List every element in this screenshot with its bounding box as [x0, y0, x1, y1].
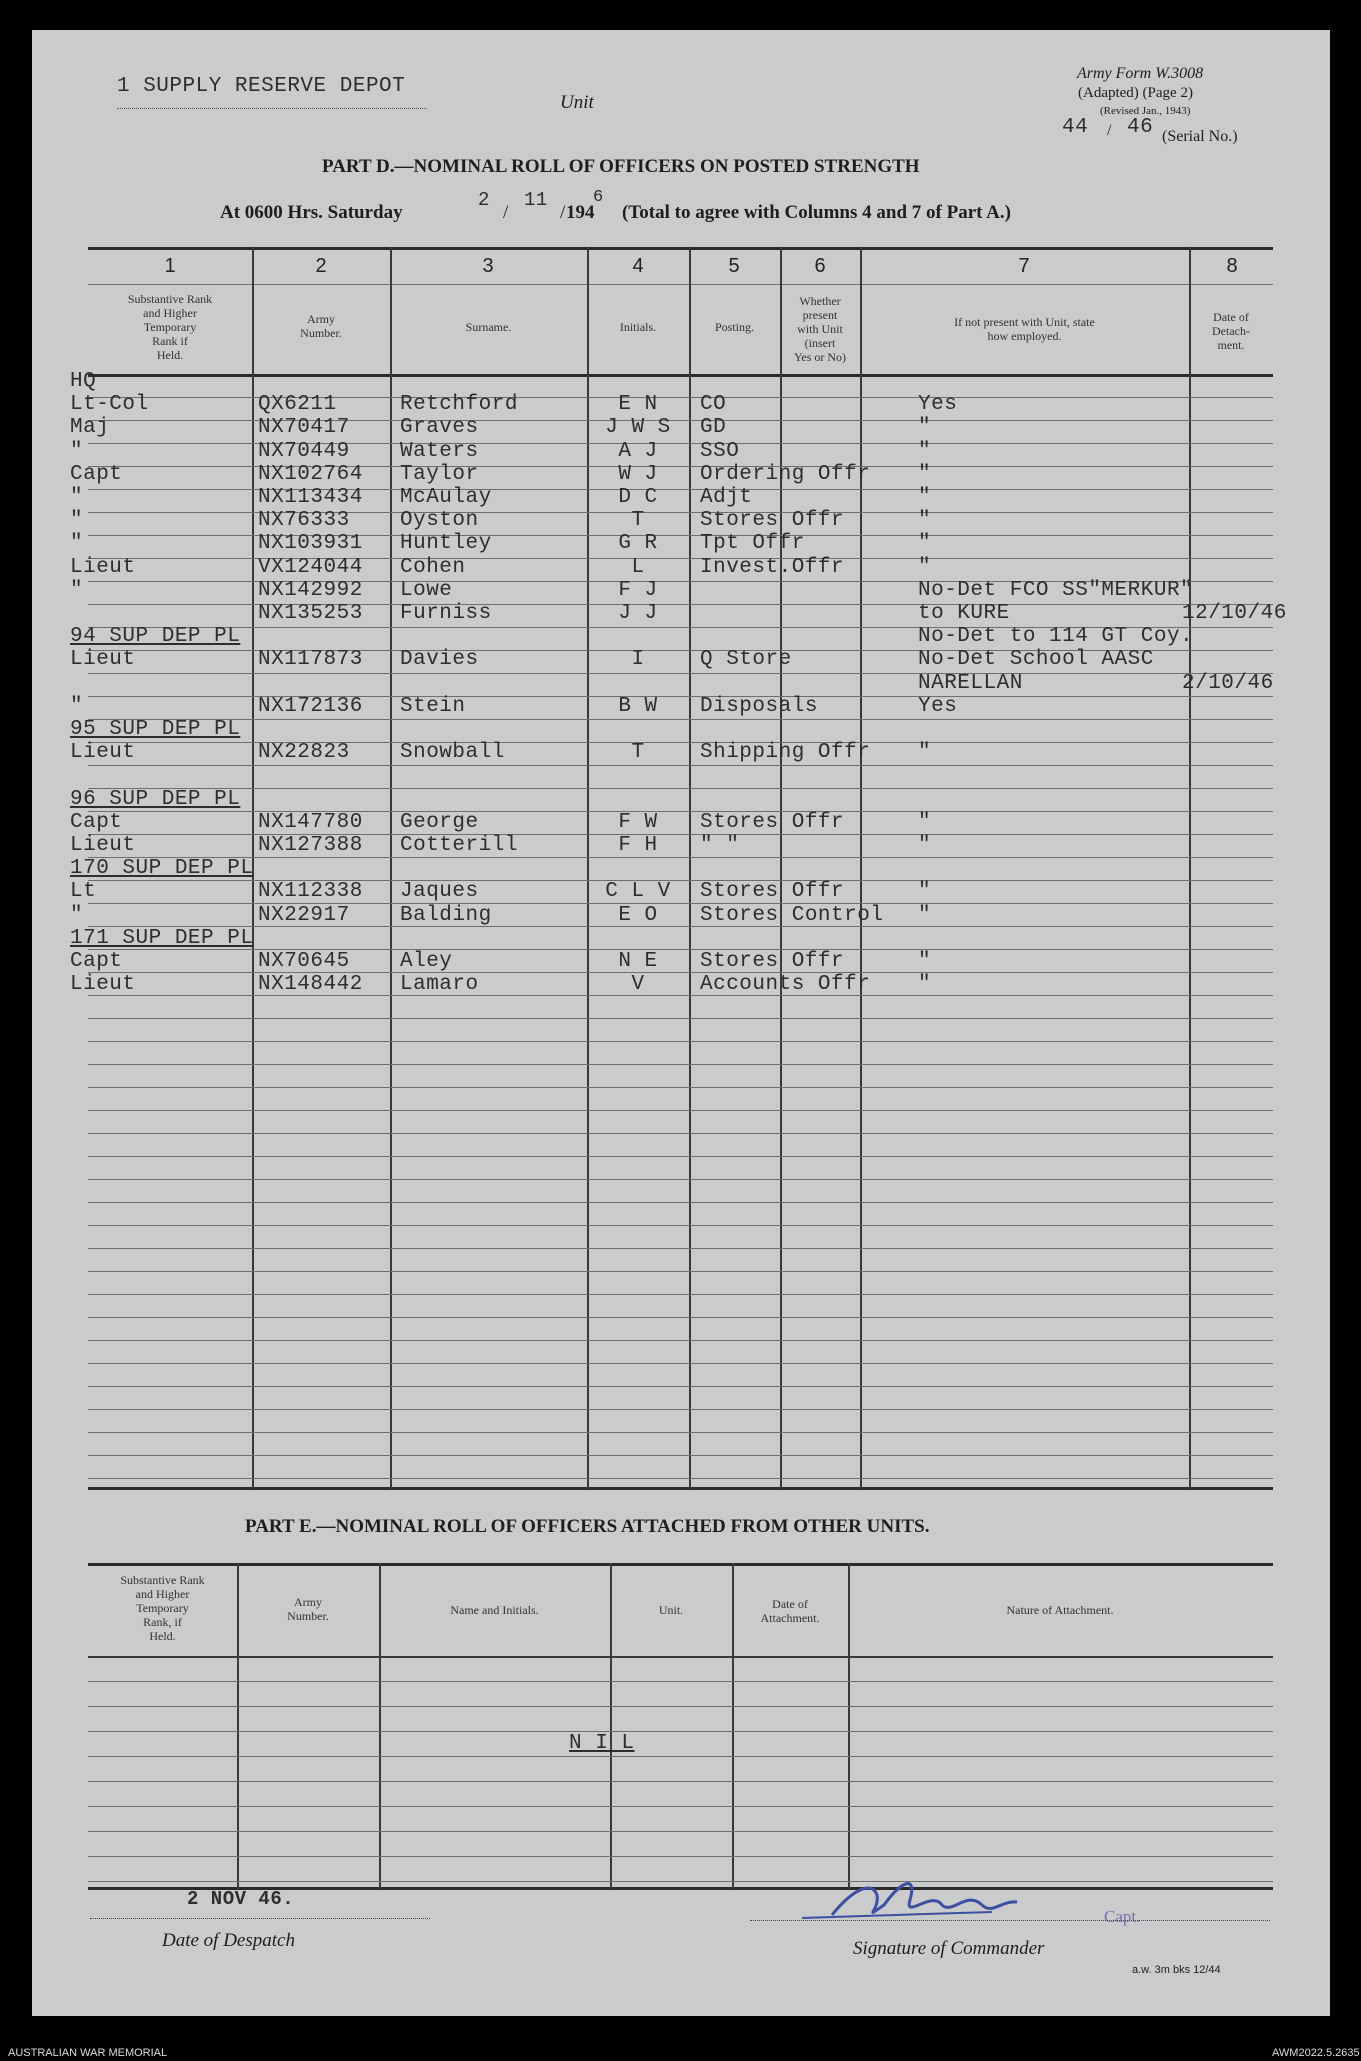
cell-posting: GD [700, 416, 727, 439]
ruled-line [88, 1706, 1273, 1707]
ruled-line [88, 1756, 1273, 1757]
ruled-line [88, 1478, 1273, 1479]
cell-employed: " [918, 834, 932, 857]
date-year-digit: 6 [593, 188, 604, 207]
colnum-1: 1 [164, 255, 176, 277]
header-rank: Substantive Rank and Higher Temporary Rank if Held. [127, 292, 213, 362]
cell-posting: Ordering Offr [700, 463, 871, 486]
cell-employed: NARELLAN [918, 672, 1023, 695]
cell-army-number: NX70449 [258, 440, 350, 463]
header-present: Whether present with Unit (insert Yes or No) [793, 294, 847, 364]
cell-employed: " [918, 416, 932, 439]
cell-employed: to KURE [918, 602, 1010, 625]
ruled-line [88, 1064, 1273, 1065]
despatch-date: 2 NOV 46. [187, 1888, 295, 1910]
cell-army-number: NX112338 [258, 880, 363, 903]
cell-rank: " [70, 579, 84, 602]
cell-posting: Accounts Offr [700, 973, 871, 996]
ruled-line [88, 1271, 1273, 1272]
cell-employed: " [918, 509, 932, 532]
date-day: 2 [478, 189, 490, 211]
cell-employed: No-Det to 114 GT Coy. [918, 625, 1194, 648]
cell-posting: Stores Control [700, 904, 884, 927]
e-header-name: Name and Initials. [450, 1603, 539, 1617]
header-employed: If not present with Unit, state how employed. [954, 315, 1095, 343]
ruled-line [88, 1831, 1273, 1832]
cell-posting: " " [700, 834, 740, 857]
signature-label: Signature of Commander [853, 1938, 1045, 1959]
ruled-line [88, 1806, 1273, 1807]
colnum-8: 8 [1226, 255, 1238, 277]
part-e-header-rule [88, 1656, 1273, 1658]
date-slash-2: / [560, 202, 566, 223]
cell-employed: " [918, 811, 932, 834]
column-number-rule [88, 284, 1273, 285]
cell-army-number: QX6211 [258, 393, 337, 416]
e-header-attach-date: Date of Attachment. [760, 1597, 820, 1625]
form-adapted: (Adapted) (Page 2) [1078, 85, 1193, 101]
cell-surname: Taylor [400, 463, 479, 486]
cell-initials: T [631, 741, 645, 764]
serial-a: 44 [1062, 116, 1089, 139]
e-header-rank: Substantive Rank and Higher Temporary Rank, if Held. [120, 1573, 205, 1643]
ruled-line [88, 673, 1273, 674]
document-sheet [32, 30, 1330, 2016]
cell-posting: Tpt Offr [700, 532, 805, 555]
ruled-line [88, 719, 1273, 720]
despatch-label: Date of Despatch [162, 1930, 295, 1951]
cell-posting: SSO [700, 440, 740, 463]
signature-line [750, 1920, 1270, 1921]
cell-rank: 96 SUP DEP PL [70, 788, 241, 811]
signature-rank: Capt. [1104, 1907, 1141, 1926]
ruled-line [88, 1455, 1273, 1456]
cell-posting: Q Store [700, 648, 792, 671]
cell-employed: " [918, 556, 932, 579]
cell-employed: " [918, 486, 932, 509]
unit-dotted-line [117, 108, 427, 109]
ruled-line [88, 788, 1273, 789]
cell-initials: J J [618, 602, 658, 625]
cell-army-number: NX172136 [258, 695, 363, 718]
cell-initials: T [631, 509, 645, 532]
cell-army-number: NX142992 [258, 579, 363, 602]
cell-posting: Adjt [700, 486, 753, 509]
cell-rank: 94 SUP DEP PL [70, 625, 241, 648]
cell-surname: Stein [400, 695, 466, 718]
cell-initials: F H [618, 834, 658, 857]
cell-rank: Lt-Col [70, 393, 149, 416]
ruled-line [88, 1110, 1273, 1111]
cell-army-number: NX147780 [258, 811, 363, 834]
e-header-army-number: Army Number. [287, 1595, 329, 1623]
cell-surname: Lowe [400, 579, 453, 602]
e-header-unit: Unit. [658, 1603, 684, 1617]
header-detach-date: Date of Detach- ment. [1212, 310, 1250, 352]
cell-initials: C L V [605, 880, 671, 903]
cell-employed: " [918, 532, 932, 555]
cell-posting: Shipping Offr [700, 741, 871, 764]
cell-rank: Lieut [70, 973, 136, 996]
cell-army-number: NX113434 [258, 486, 363, 509]
cell-surname: Graves [400, 416, 479, 439]
cell-surname: McAulay [400, 486, 492, 509]
cell-army-number: NX76333 [258, 509, 350, 532]
cell-posting: Stores Offr [700, 811, 845, 834]
total-note: (Total to agree with Columns 4 and 7 of Part A.) [622, 202, 1011, 223]
cell-surname: Cotterill [400, 834, 518, 857]
cell-initials: D C [618, 486, 658, 509]
printer-mark: a.w. 3m bks 12/44 [1132, 1964, 1221, 1976]
serial-b: 46 [1127, 116, 1154, 139]
ruled-line [88, 1156, 1273, 1157]
form-title: Army Form W.3008 [1077, 65, 1204, 82]
cell-posting: Disposals [700, 695, 818, 718]
divider-col-4 [689, 247, 691, 1489]
ruled-line [88, 1248, 1273, 1249]
part-e-nil: N I L [569, 1732, 635, 1755]
cell-detach-date: 12/10/46 [1182, 602, 1287, 625]
despatch-line [90, 1918, 430, 1919]
ruled-line [88, 1731, 1273, 1732]
ruled-line [88, 1202, 1273, 1203]
ruled-line [88, 1409, 1273, 1410]
cell-surname: Retchford [400, 393, 518, 416]
cell-rank: " [70, 440, 84, 463]
cell-army-number: VX124044 [258, 556, 363, 579]
header-bottom-rule [88, 374, 1273, 377]
cell-employed: " [918, 904, 932, 927]
cell-surname: Davies [400, 648, 479, 671]
date-slash-1: / [503, 202, 509, 223]
ruled-line [88, 1317, 1273, 1318]
cell-rank: HQ [70, 370, 97, 393]
cell-employed: " [918, 880, 932, 903]
cell-surname: Oyston [400, 509, 479, 532]
ruled-line [88, 1681, 1273, 1682]
cell-employed: " [918, 973, 932, 996]
ruled-line [88, 1294, 1273, 1295]
cell-posting: CO [700, 393, 727, 416]
form-revised: (Revised Jan., 1943) [1100, 105, 1191, 117]
unit-value: 1 SUPPLY RESERVE DEPOT [117, 75, 406, 98]
cell-initials: B W [618, 695, 658, 718]
ruled-line [88, 1856, 1273, 1857]
cell-posting: Stores Offr [700, 509, 845, 532]
ruled-line [88, 1133, 1273, 1134]
cell-surname: Lamaro [400, 973, 479, 996]
cell-employed: No-Det School AASC [918, 648, 1154, 671]
divider-col-7 [1189, 247, 1191, 1489]
colnum-6: 6 [814, 255, 826, 277]
cell-initials: F J [618, 579, 658, 602]
archive-right: AWM2022.5.2635 [1272, 2047, 1360, 2059]
cell-surname: Cohen [400, 556, 466, 579]
part-e-title: PART E.—NOMINAL ROLL OF OFFICERS ATTACHED FROM OTHER UNITS. [245, 1516, 930, 1537]
cell-initials: L [631, 556, 645, 579]
cell-rank: Maj [70, 416, 110, 439]
header-surname: Surname. [465, 320, 512, 334]
cell-rank: " [70, 904, 84, 927]
cell-rank: Lieut [70, 834, 136, 857]
archive-left: AUSTRALIAN WAR MEMORIAL [8, 2047, 168, 2059]
ruled-line [88, 1179, 1273, 1180]
cell-army-number: NX117873 [258, 648, 363, 671]
cell-posting: Stores Offr [700, 880, 845, 903]
cell-employed: No-Det FCO SS"MERKUR" [918, 579, 1194, 602]
cell-army-number: NX135253 [258, 602, 363, 625]
divider-col-6 [860, 247, 862, 1489]
cell-rank: Lieut [70, 741, 136, 764]
cell-surname: Snowball [400, 741, 505, 764]
ruled-line [88, 765, 1273, 766]
colnum-5: 5 [728, 255, 740, 277]
cell-employed: " [918, 950, 932, 973]
cell-army-number: NX102764 [258, 463, 363, 486]
cell-rank: 171 SUP DEP PL [70, 927, 254, 950]
cell-initials: F W [618, 811, 658, 834]
cell-initials: I [631, 648, 645, 671]
date-year-prefix: 194 [566, 202, 595, 223]
ruled-line [88, 1386, 1273, 1387]
cell-initials: V [631, 973, 645, 996]
cell-surname: Balding [400, 904, 492, 927]
cell-surname: Waters [400, 440, 479, 463]
cell-army-number: NX70645 [258, 950, 350, 973]
cell-rank: Lt [70, 880, 97, 903]
cell-posting: Stores Offr [700, 950, 845, 973]
ruled-line [88, 1781, 1273, 1782]
ruled-line [88, 1363, 1273, 1364]
date-month: 11 [524, 189, 548, 211]
ruled-line [88, 1225, 1273, 1226]
ruled-line [88, 857, 1273, 858]
commander-signature [792, 1860, 1052, 1940]
ruled-line [88, 1432, 1273, 1433]
cell-rank: " [70, 486, 84, 509]
cell-rank: Lieut [70, 648, 136, 671]
part-d-title: PART D.—NOMINAL ROLL OF OFFICERS ON POSTED STRENGTH [322, 156, 920, 177]
ruled-line [88, 1018, 1273, 1019]
cell-surname: Furniss [400, 602, 492, 625]
cell-initials: A J [618, 440, 658, 463]
colnum-7: 7 [1018, 255, 1030, 277]
cell-army-number: NX127388 [258, 834, 363, 857]
header-initials: Initials. [619, 320, 657, 334]
part-e-top-rule [88, 1563, 1273, 1566]
at-label: At 0600 Hrs. Saturday [220, 202, 403, 223]
cell-rank: " [70, 509, 84, 532]
cell-rank: Capt [70, 811, 123, 834]
cell-surname: George [400, 811, 479, 834]
cell-initials: E N [618, 393, 658, 416]
ruled-line [88, 1087, 1273, 1088]
serial-label: (Serial No.) [1162, 128, 1238, 145]
cell-rank: 95 SUP DEP PL [70, 718, 241, 741]
cell-army-number: NX103931 [258, 532, 363, 555]
cell-surname: Aley [400, 950, 453, 973]
cell-detach-date: 2/10/46 [1182, 672, 1274, 695]
e-header-nature: Nature of Attachment. [1006, 1603, 1114, 1617]
cell-rank: " [70, 532, 84, 555]
divider-col-5 [780, 247, 782, 1489]
part-d-bottom-rule [88, 1487, 1273, 1490]
ruled-line [88, 1041, 1273, 1042]
cell-posting: Invest.Offr [700, 556, 845, 579]
cell-initials: G R [618, 532, 658, 555]
colnum-3: 3 [482, 255, 494, 277]
serial-slash: / [1107, 122, 1112, 139]
divider-col-2 [390, 247, 392, 1489]
cell-initials: W J [618, 463, 658, 486]
cell-rank: Lieut [70, 556, 136, 579]
cell-initials: N E [618, 950, 658, 973]
colnum-4: 4 [632, 255, 644, 277]
cell-employed: Yes [918, 393, 958, 416]
cell-employed: Yes [918, 695, 958, 718]
cell-army-number: NX22823 [258, 741, 350, 764]
header-posting: Posting. [714, 320, 754, 334]
cell-rank: " [70, 695, 84, 718]
cell-rank: Capt [70, 950, 123, 973]
cell-army-number: NX148442 [258, 973, 363, 996]
cell-employed: " [918, 463, 932, 486]
cell-army-number: NX22917 [258, 904, 350, 927]
cell-rank: Capt [70, 463, 123, 486]
cell-surname: Huntley [400, 532, 492, 555]
cell-employed: " [918, 440, 932, 463]
colnum-2: 2 [315, 255, 327, 277]
part-d-top-rule [88, 247, 1273, 250]
cell-rank: 170 SUP DEP PL [70, 857, 254, 880]
cell-initials: J W S [605, 416, 671, 439]
unit-label: Unit [560, 92, 594, 113]
ruled-line [88, 1340, 1273, 1341]
cell-surname: Jaques [400, 880, 479, 903]
header-army-number: Army Number. [300, 312, 342, 340]
cell-employed: " [918, 741, 932, 764]
cell-initials: E O [618, 904, 658, 927]
ruled-line [88, 1881, 1273, 1882]
cell-army-number: NX70417 [258, 416, 350, 439]
